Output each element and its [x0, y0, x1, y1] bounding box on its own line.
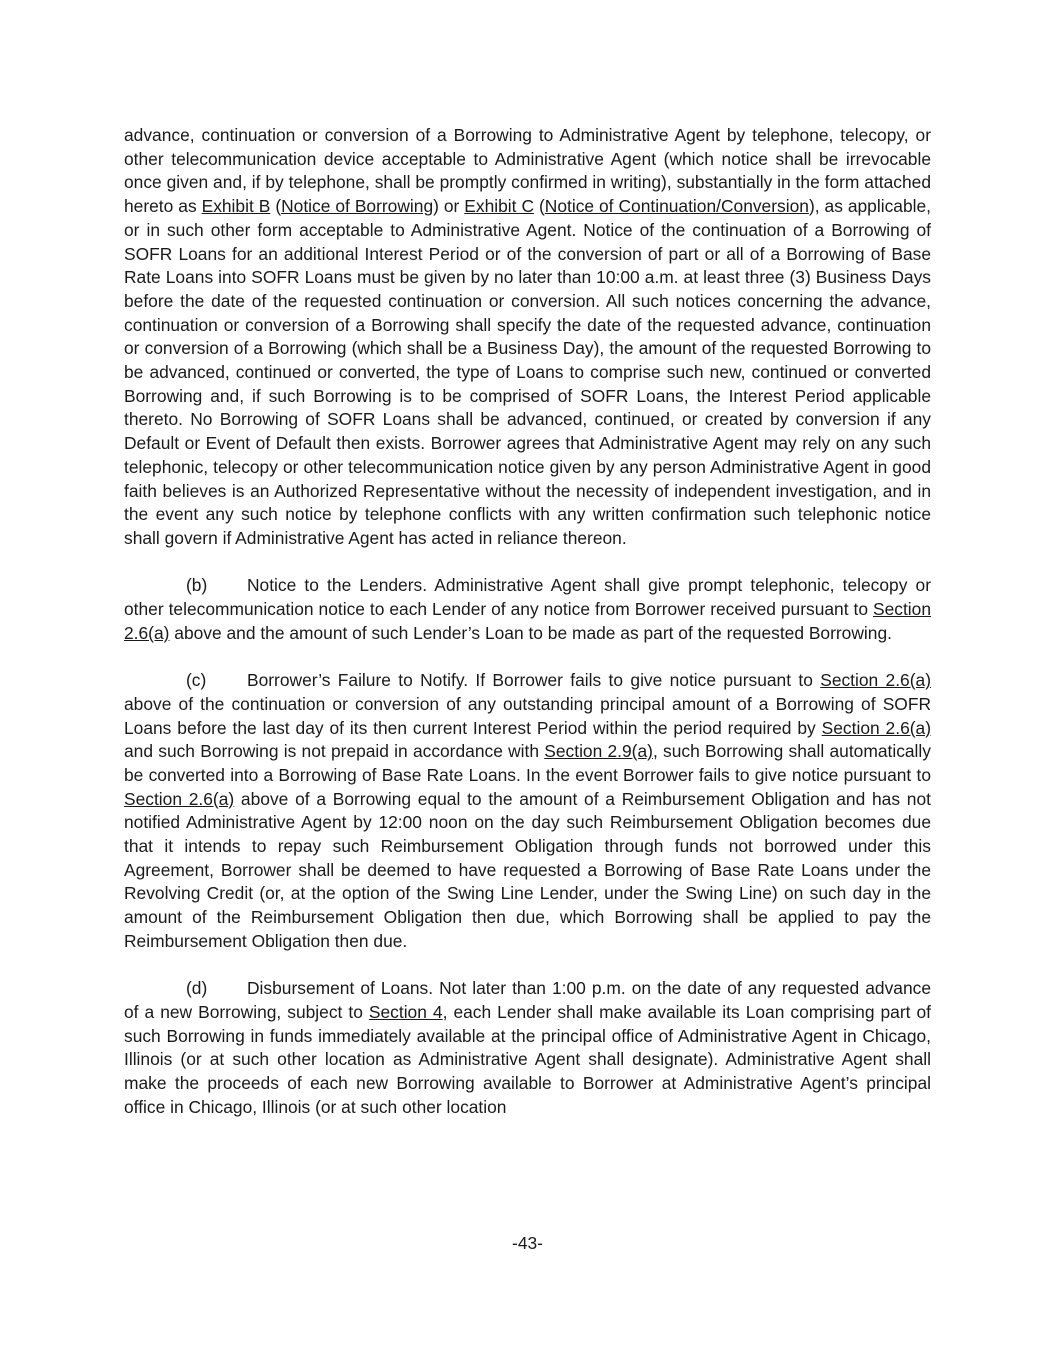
- page-number: -43-: [512, 1233, 543, 1253]
- paragraph-d-disbursement: [124, 977, 931, 1119]
- paragraph-continuation: [124, 124, 931, 551]
- paragraph-label: (d): [186, 978, 208, 999]
- text-run: (: [534, 196, 545, 217]
- text-run: above and the amount of such Lender’s Loan to be made as part of the requested Borrowing.: [169, 622, 892, 643]
- cross-reference: Exhibit C: [464, 196, 535, 217]
- text-run: Notice to the Lenders. Administrative Agent shall give prompt telephonic, telecopy or other telecommunication notice to each Lender of any notice from Borrower received pursuant to: [124, 575, 931, 620]
- text-run: above of the continuation or conversion of any outstanding principal amount of a Borrowing of SOFR Loans before the last day of its then current Interest Period within the period required by: [124, 693, 931, 738]
- text-run: (: [270, 196, 282, 217]
- document-body: [124, 124, 931, 1119]
- text-run: Borrower’s Failure to Notify. If Borrower fails to give notice pursuant to: [247, 670, 821, 691]
- cross-reference: Section 2.6(a): [821, 717, 931, 738]
- paragraph-label: (c): [186, 670, 207, 691]
- cross-reference: Section 2.6(a): [820, 670, 931, 691]
- paragraph-label: (b): [186, 575, 208, 596]
- text-run: ) or: [433, 196, 465, 217]
- cross-reference: Notice of Continuation/Conversion: [544, 196, 809, 217]
- text-run: ), as applicable, or in such other form acceptable to Administrative Agent. Notice of the continuation of a Borrowing of SOFR Loans for an additional Interest Period or of the conversion of part or all of a Borrowing of Base Rate Loans into SOFR Loans must be given by no later than 10:00 a.m. at least three (3) Business Days before the date of the requested continuation or conversion. All such notices concerning the advance, continuation or conversion of a Borrowing shall specify the date of the requested advance, continuation or conversion of a Borrowing (which shall be a Business Day), the amount of the requested Borrowing to be advanced, continued or converted, the type of Loans to comprise such new, continued or converted Borrowing and, if such Borrowing is to be comprised of SOFR Loans, the Interest Period applicable thereto. No Borrowing of SOFR Loans shall be advanced, continued, or created by conversion if any Default or Event of Default then exists. Borrower agrees that Administrative Agent may rely on any such telephonic, telecopy or other telecommunication notice given by any person Administrative Agent in good faith believes is an Authorized Representative without the necessity of independent investigation, and in the event any such notice by telephone conflicts with any written confirmation such telephonic notice shall govern if Administrative Agent has acted in reliance thereon.: [124, 196, 931, 548]
- cross-reference: Section 2.9(a): [544, 741, 653, 762]
- cross-reference: Section 4: [368, 1001, 443, 1022]
- text-run: and such Borrowing is not prepaid in accordance with: [124, 741, 545, 762]
- text-run: , such Borrowing shall automatically be converted into a Borrowing of Base Rate Loans. In the event Borrower fails to give notice pursuant to: [124, 741, 931, 785]
- paragraph-b-notice-to-lenders: [124, 574, 931, 645]
- text-run: above of a Borrowing equal to the amount of a Reimbursement Obligation and has not notified Administrative Agent by 12:00 noon on the day such Reimbursement Obligation becomes due that it intends to repay such Reimbursement Obligation through funds not borrowed under this Agreement, Borrower shall be deemed to have requested a Borrowing of Base Rate Loans under the Revolving Credit (or, at the option of the Swing Line Lender, under the Swing Line) on such day in the amount of the Reimbursement Obligation then due, which Borrowing shall be applied to pay the Reimbursement Obligation then due.: [124, 788, 931, 951]
- text-run: Disbursement of Loans. Not later than 1:00 p.m. on the date of any requested advance of a new Borrowing, subject to: [124, 978, 931, 1022]
- text-run: advance, continuation or conversion of a Borrowing to Administrative Agent by telephone, telecopy, or other telecommunication device acceptable to Administrative Agent (which notice shall be irrevocable once given and, if by telephone, shall be promptly confirmed in writing), substantially in the form attached hereto as: [124, 125, 931, 217]
- text-run: , each Lender shall make available its Loan comprising part of such Borrowing in funds immediately available at the principal office of Administrative Agent in Chicago, Illinois (or at such other location as Administrative Agent shall designate). Administrative Agent shall make the proceeds of each new Borrowing available to Borrower at Administrative Agent’s principal office in Chicago, Illinois (or at such other location: [124, 1001, 931, 1117]
- paragraph-c-failure-to-notify: [124, 669, 931, 953]
- cross-reference: Section 2.6(a): [124, 599, 931, 643]
- cross-reference: Exhibit B: [201, 196, 271, 217]
- cross-reference: Notice of Borrowing: [281, 196, 434, 217]
- cross-reference: Section 2.6(a): [124, 788, 235, 809]
